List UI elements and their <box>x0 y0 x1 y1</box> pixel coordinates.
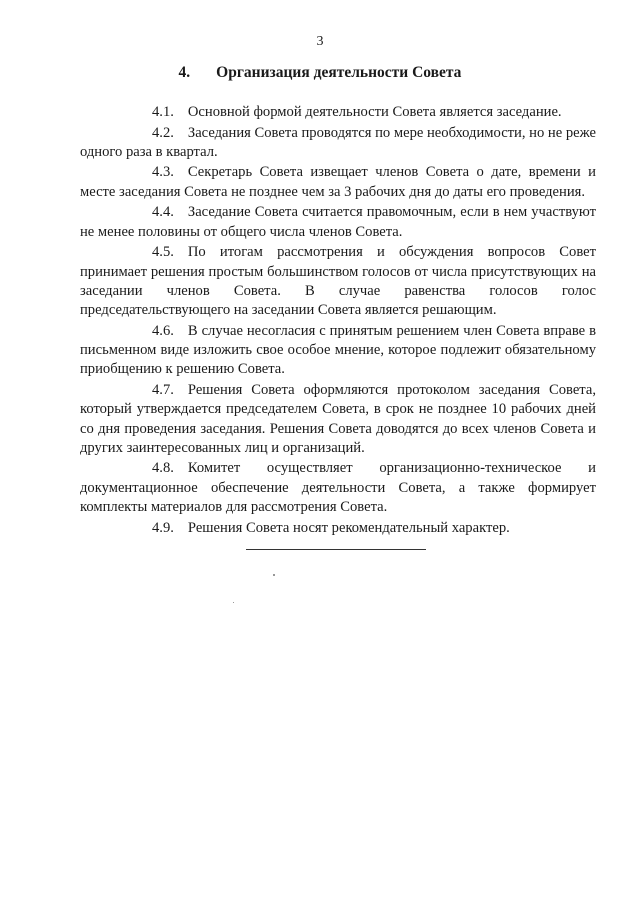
paragraph-number: 4.4. <box>152 204 174 221</box>
paragraph-4-2 <box>80 124 596 163</box>
paragraph-4-5 <box>80 243 596 320</box>
scan-speck <box>273 574 275 576</box>
paragraph-text: Секретарь Совета извещает членов Совета о дате, времени и месте заседания Совета не позднее чем за 3 рабочих дня до даты его проведения. <box>80 164 596 200</box>
paragraph-text: Решения Совета оформляются протоколом заседания Совета, который утверждается председателем Совета, в срок не позднее 10 рабочих дней со дня проведения заседания. Решения Совета доводятся до всех членов Совета и других заинтересованных лиц и организаций. <box>80 381 596 456</box>
section-body <box>80 103 596 539</box>
paragraph-number: 4.2. <box>152 124 174 141</box>
paragraph-4-6 <box>80 322 596 380</box>
paragraph-number: 4.9. <box>152 519 174 536</box>
paragraph-number: 4.5. <box>152 244 174 261</box>
paragraph-text: Заседание Совета считается правомочным, если в нем участвуют не менее половины от общего числа членов Совета. <box>80 204 596 240</box>
paragraph-text: Основной формой деятельности Совета является заседание. <box>187 104 562 120</box>
scan-speck <box>233 602 234 603</box>
paragraph-4-9 <box>80 519 596 538</box>
paragraph-4-3 <box>80 163 596 202</box>
paragraph-number: 4.3. <box>152 164 174 181</box>
section-number: 4. <box>178 64 191 81</box>
paragraph-number: 4.7. <box>152 381 174 398</box>
end-of-section-rule <box>246 549 426 550</box>
section-title: Организация деятельности Совета <box>216 64 462 81</box>
page-number: 3 <box>316 34 324 49</box>
paragraph-number: 4.8. <box>152 460 174 477</box>
paragraph-4-8 <box>80 459 596 517</box>
paragraph-text: В случае несогласия с принятым решением член Совета вправе в письменном виде изложить свое особое мнение, которое подлежит обязательному приобщению к решению Совета. <box>80 322 596 378</box>
paragraph-4-1 <box>80 103 596 122</box>
section-heading <box>0 64 640 82</box>
paragraph-text: Решения Совета носят рекомендательный характер. <box>187 519 510 536</box>
paragraph-number: 4.6. <box>152 322 174 339</box>
paragraph-4-4 <box>80 203 596 242</box>
paragraph-text: По итогам рассмотрения и обсуждения вопросов Совет принимает решения простым большинством голосов от числа присутствующих на заседании членов Совета. В случае равенства голосов голос председательствующего на заседании Совета является решающим. <box>80 244 596 319</box>
paragraph-text: Заседания Совета проводятся по мере необходимости, но не реже одного раза в квартал. <box>80 124 596 160</box>
paragraph-number: 4.1. <box>152 104 174 120</box>
paragraph-4-7 <box>80 381 596 458</box>
paragraph-text: Комитет осуществляет организационно-техническое и документационное обеспечение деятельности Совета, а также формирует комплекты материалов для рассмотрения Совета. <box>80 460 596 516</box>
